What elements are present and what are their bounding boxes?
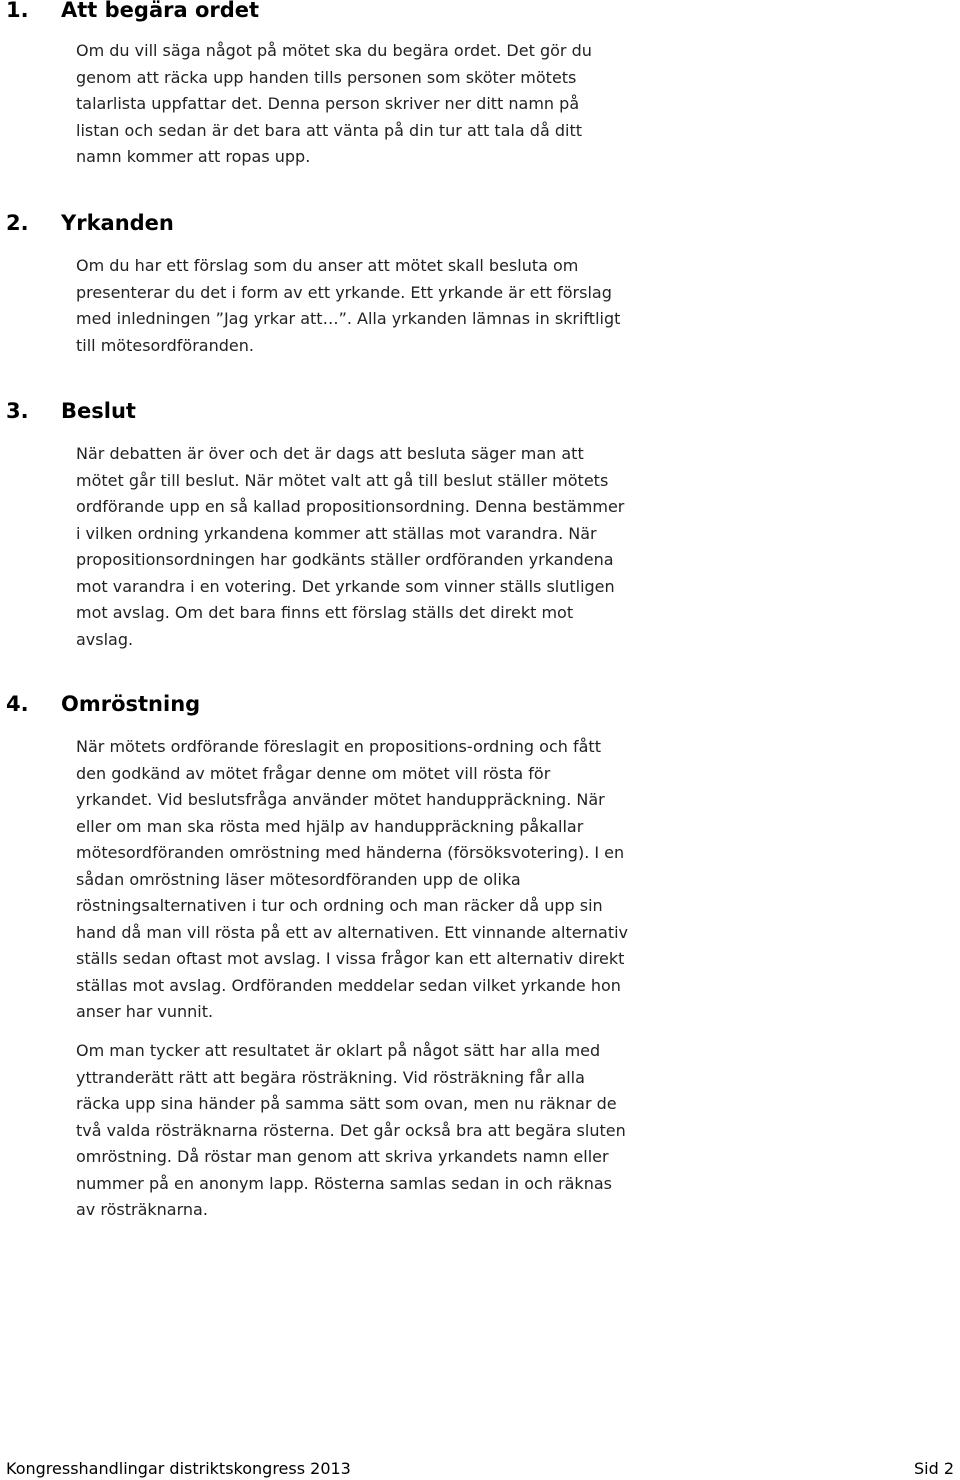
section-paragraph — [76, 253, 620, 359]
text-line: mötet går till beslut. När mötet valt att gå till beslut ställer mötets — [76, 470, 609, 490]
text-line: mötesordföranden omröstning med händerna (försöksvotering). I en — [76, 843, 625, 862]
section-paragraph — [76, 734, 628, 1026]
text-line: anser har vunnit. — [76, 1002, 214, 1021]
text-line: nummer på en anonym lapp. Rösterna samlas sedan in och räknas — [76, 1173, 612, 1193]
text-line: Om du vill säga något på mötet ska du begära ordet. Det gör du — [76, 41, 592, 60]
text-line: avslag. — [76, 629, 134, 649]
section-title: Yrkanden — [61, 211, 174, 235]
text-line: räcka upp sina händer på samma sätt som ovan, men nu räknar de — [76, 1094, 617, 1113]
text-line: den godkänd av mötet frågar denne om mötet vill rösta för — [76, 763, 551, 783]
footer-page-number: Sid 2 — [913, 1459, 954, 1478]
text-line: yttranderätt rätt att begära rösträkning. Vid rösträkning får alla — [76, 1067, 585, 1087]
footer-document-title: Kongresshandlingar distriktskongress 2013 — [6, 1459, 351, 1478]
section-paragraph — [76, 1038, 626, 1224]
text-line: med inledningen ”Jag yrkar att…”. Alla yrkanden lämnas in skriftligt — [76, 309, 621, 328]
text-line: i vilken ordning yrkandena kommer att ställas mot varandra. När — [76, 523, 597, 543]
text-line: propositionsordningen har godkänts ställer ordföranden yrkandena — [76, 550, 614, 569]
text-line: mot avslag. Om det bara finns ett förslag ställs det direkt mot — [76, 603, 574, 622]
section-number: 4. — [6, 692, 29, 716]
text-line: till mötesordföranden. — [76, 335, 254, 355]
text-line: röstningsalternativen i tur och ordning och man räcker då upp sin — [76, 896, 603, 915]
text-line: omröstning. Då röstar man genom att skriva yrkandets namn eller — [76, 1147, 609, 1166]
text-line: ställas mot avslag. Ordföranden meddelar sedan vilket yrkande hon — [76, 975, 621, 995]
section-number: 1. — [6, 0, 29, 22]
text-line: När mötets ordförande föreslagit en propositions-ordning och fått — [76, 737, 601, 756]
section-number: 2. — [6, 211, 29, 235]
text-line: namn kommer att ropas upp. — [76, 147, 311, 166]
section-number: 3. — [6, 399, 29, 423]
text-line: När debatten är över och det är dags att besluta säger man att — [76, 444, 584, 463]
text-line: eller om man ska rösta med hjälp av handuppräckning påkallar — [76, 816, 584, 836]
text-line: yrkandet. Vid beslutsfråga använder mötet handuppräckning. När — [76, 790, 605, 809]
section-title: Att begära ordet — [61, 0, 260, 22]
text-line: mot varandra i en votering. Det yrkande som vinner ställs slutligen — [76, 576, 615, 596]
text-line: genom att räcka upp handen tills personen som sköter mötets — [76, 67, 577, 87]
text-line: av rösträknarna. — [76, 1200, 208, 1219]
section-heading — [6, 399, 136, 423]
text-line: ordförande upp en så kallad propositionsordning. Denna bestämmer — [76, 497, 625, 516]
text-line: talarlista uppfattar det. Denna person skriver ner ditt namn på — [76, 94, 580, 113]
section-title: Beslut — [61, 399, 136, 423]
section-paragraph — [76, 38, 592, 171]
section-heading — [6, 211, 174, 235]
text-line: presenterar du det i form av ett yrkande. Ett yrkande är ett förslag — [76, 282, 612, 302]
text-line: ställs sedan oftast mot avslag. I vissa frågor kan ett alternativ direkt — [76, 949, 625, 968]
text-line: Om man tycker att resultatet är oklart på något sätt har alla med — [76, 1041, 601, 1060]
text-line: två valda rösträknarna rösterna. Det går också bra att begära sluten — [76, 1120, 626, 1140]
section-paragraph — [76, 441, 624, 653]
text-line: hand då man vill rösta på ett av alternativen. Ett vinnande alternativ — [76, 922, 628, 942]
section-heading — [6, 692, 200, 716]
text-line: sådan omröstning läser mötesordföranden upp de olika — [76, 869, 521, 889]
section-heading — [6, 0, 259, 22]
text-line: Om du har ett förslag som du anser att mötet skall besluta om — [76, 256, 579, 275]
section-title: Omröstning — [61, 692, 201, 716]
text-line: listan och sedan är det bara att vänta på din tur att tala då ditt — [76, 120, 582, 140]
